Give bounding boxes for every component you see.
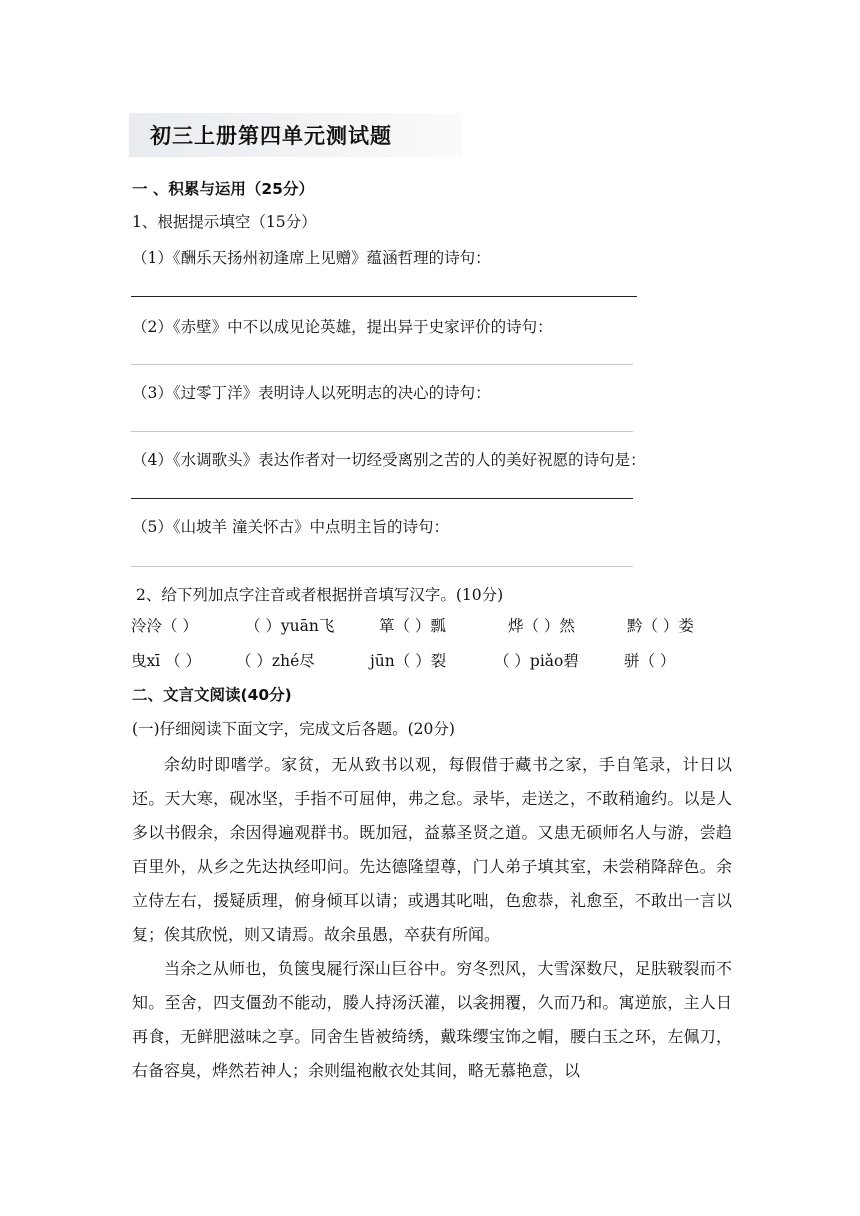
pinyin-item: 烨（ ）然	[508, 617, 575, 635]
pinyin-item: 泠泠（ ）	[131, 617, 198, 635]
section2-heading: 二、文言文阅读(40分)	[132, 686, 292, 704]
q1-heading: 1、根据提示填空（15分）	[132, 213, 317, 231]
q1-item-2: （2）《赤壁》中不以成见论英雄，提出异于史家评价的诗句：	[132, 318, 553, 336]
q1-item-1: （1）《酬乐天扬州初逢席上见赠》蕴涵哲理的诗句：	[132, 249, 491, 267]
section1-heading: 一 、积累与运用（25分）	[132, 180, 314, 198]
answer-line-1	[131, 296, 637, 297]
pinyin-item: 骈（ ）	[624, 652, 676, 670]
pinyin-item: 黔（ ）娄	[627, 617, 694, 635]
pinyin-item: （ ）zhé尽	[236, 652, 315, 670]
pinyin-item: （ ）piǎo碧	[494, 652, 579, 670]
q2-heading: 2、给下列加点字注音或者根据拼音填写汉字。(10分)	[136, 586, 504, 604]
page-title: 初三上册第四单元测试题	[150, 124, 392, 148]
q1-item-3: （3）《过零丁洋》表明诗人以死明志的决心的诗句：	[132, 384, 491, 402]
pinyin-item: （ ）yuān飞	[245, 617, 335, 635]
pinyin-item: 曳xī （ ）	[131, 652, 202, 670]
pinyin-item: 箪（ ）瓢	[379, 617, 446, 635]
q1-item-5: （5）《山坡羊 潼关怀古》中点明主旨的诗句：	[132, 518, 450, 536]
q1-item-4: （4）《水调歌头》表达作者对一切经受离别之苦的人的美好祝愿的诗句是：	[132, 451, 646, 469]
reading-paragraph-2: 当余之从师也，负箧曳屣行深山巨谷中。穷冬烈风，大雪深数尺，足肤皲裂而不知。至舍，四支僵劲不能动，媵人持汤沃灌，以衾拥覆，久而乃和。寓逆旅，主人日再食，无鲜肥滋味之享。同舍生皆被绮绣，戴珠缨宝饰之帽，腰白玉之环，左佩刀，右备容臭，烨然若神人；余则缊袍敝衣处其间，略无慕艳意，以	[132, 959, 732, 1080]
answer-line-3	[131, 431, 633, 432]
answer-line-2	[131, 364, 633, 365]
answer-line-4	[131, 498, 633, 499]
answer-line-5	[131, 566, 633, 567]
reading-paragraph-1: 余幼时即嗜学。家贫，无从致书以观，每假借于藏书之家，手自笔录，计日以还。天大寒，砚冰坚，手指不可屈伸，弗之怠。录毕，走送之，不敢稍逾约。以是人多以书假余，余因得遍观群书。既加冠，益慕圣贤之道。又患无硕师名人与游，尝趋百里外，从乡之先达执经叩问。先达德隆望尊，门人弟子填其室，未尝稍降辞色。余立侍左右，援疑质理，俯身倾耳以请；或遇其叱咄，色愈恭，礼愈至，不敢出一言以复；俟其欣悦，则又请焉。故余虽愚，卒获有所闻。	[132, 755, 732, 944]
section2-subheading: (一)仔细阅读下面文字，完成文后各题。(20分)	[132, 720, 455, 738]
pinyin-item: jūn（ ）裂	[370, 652, 447, 670]
